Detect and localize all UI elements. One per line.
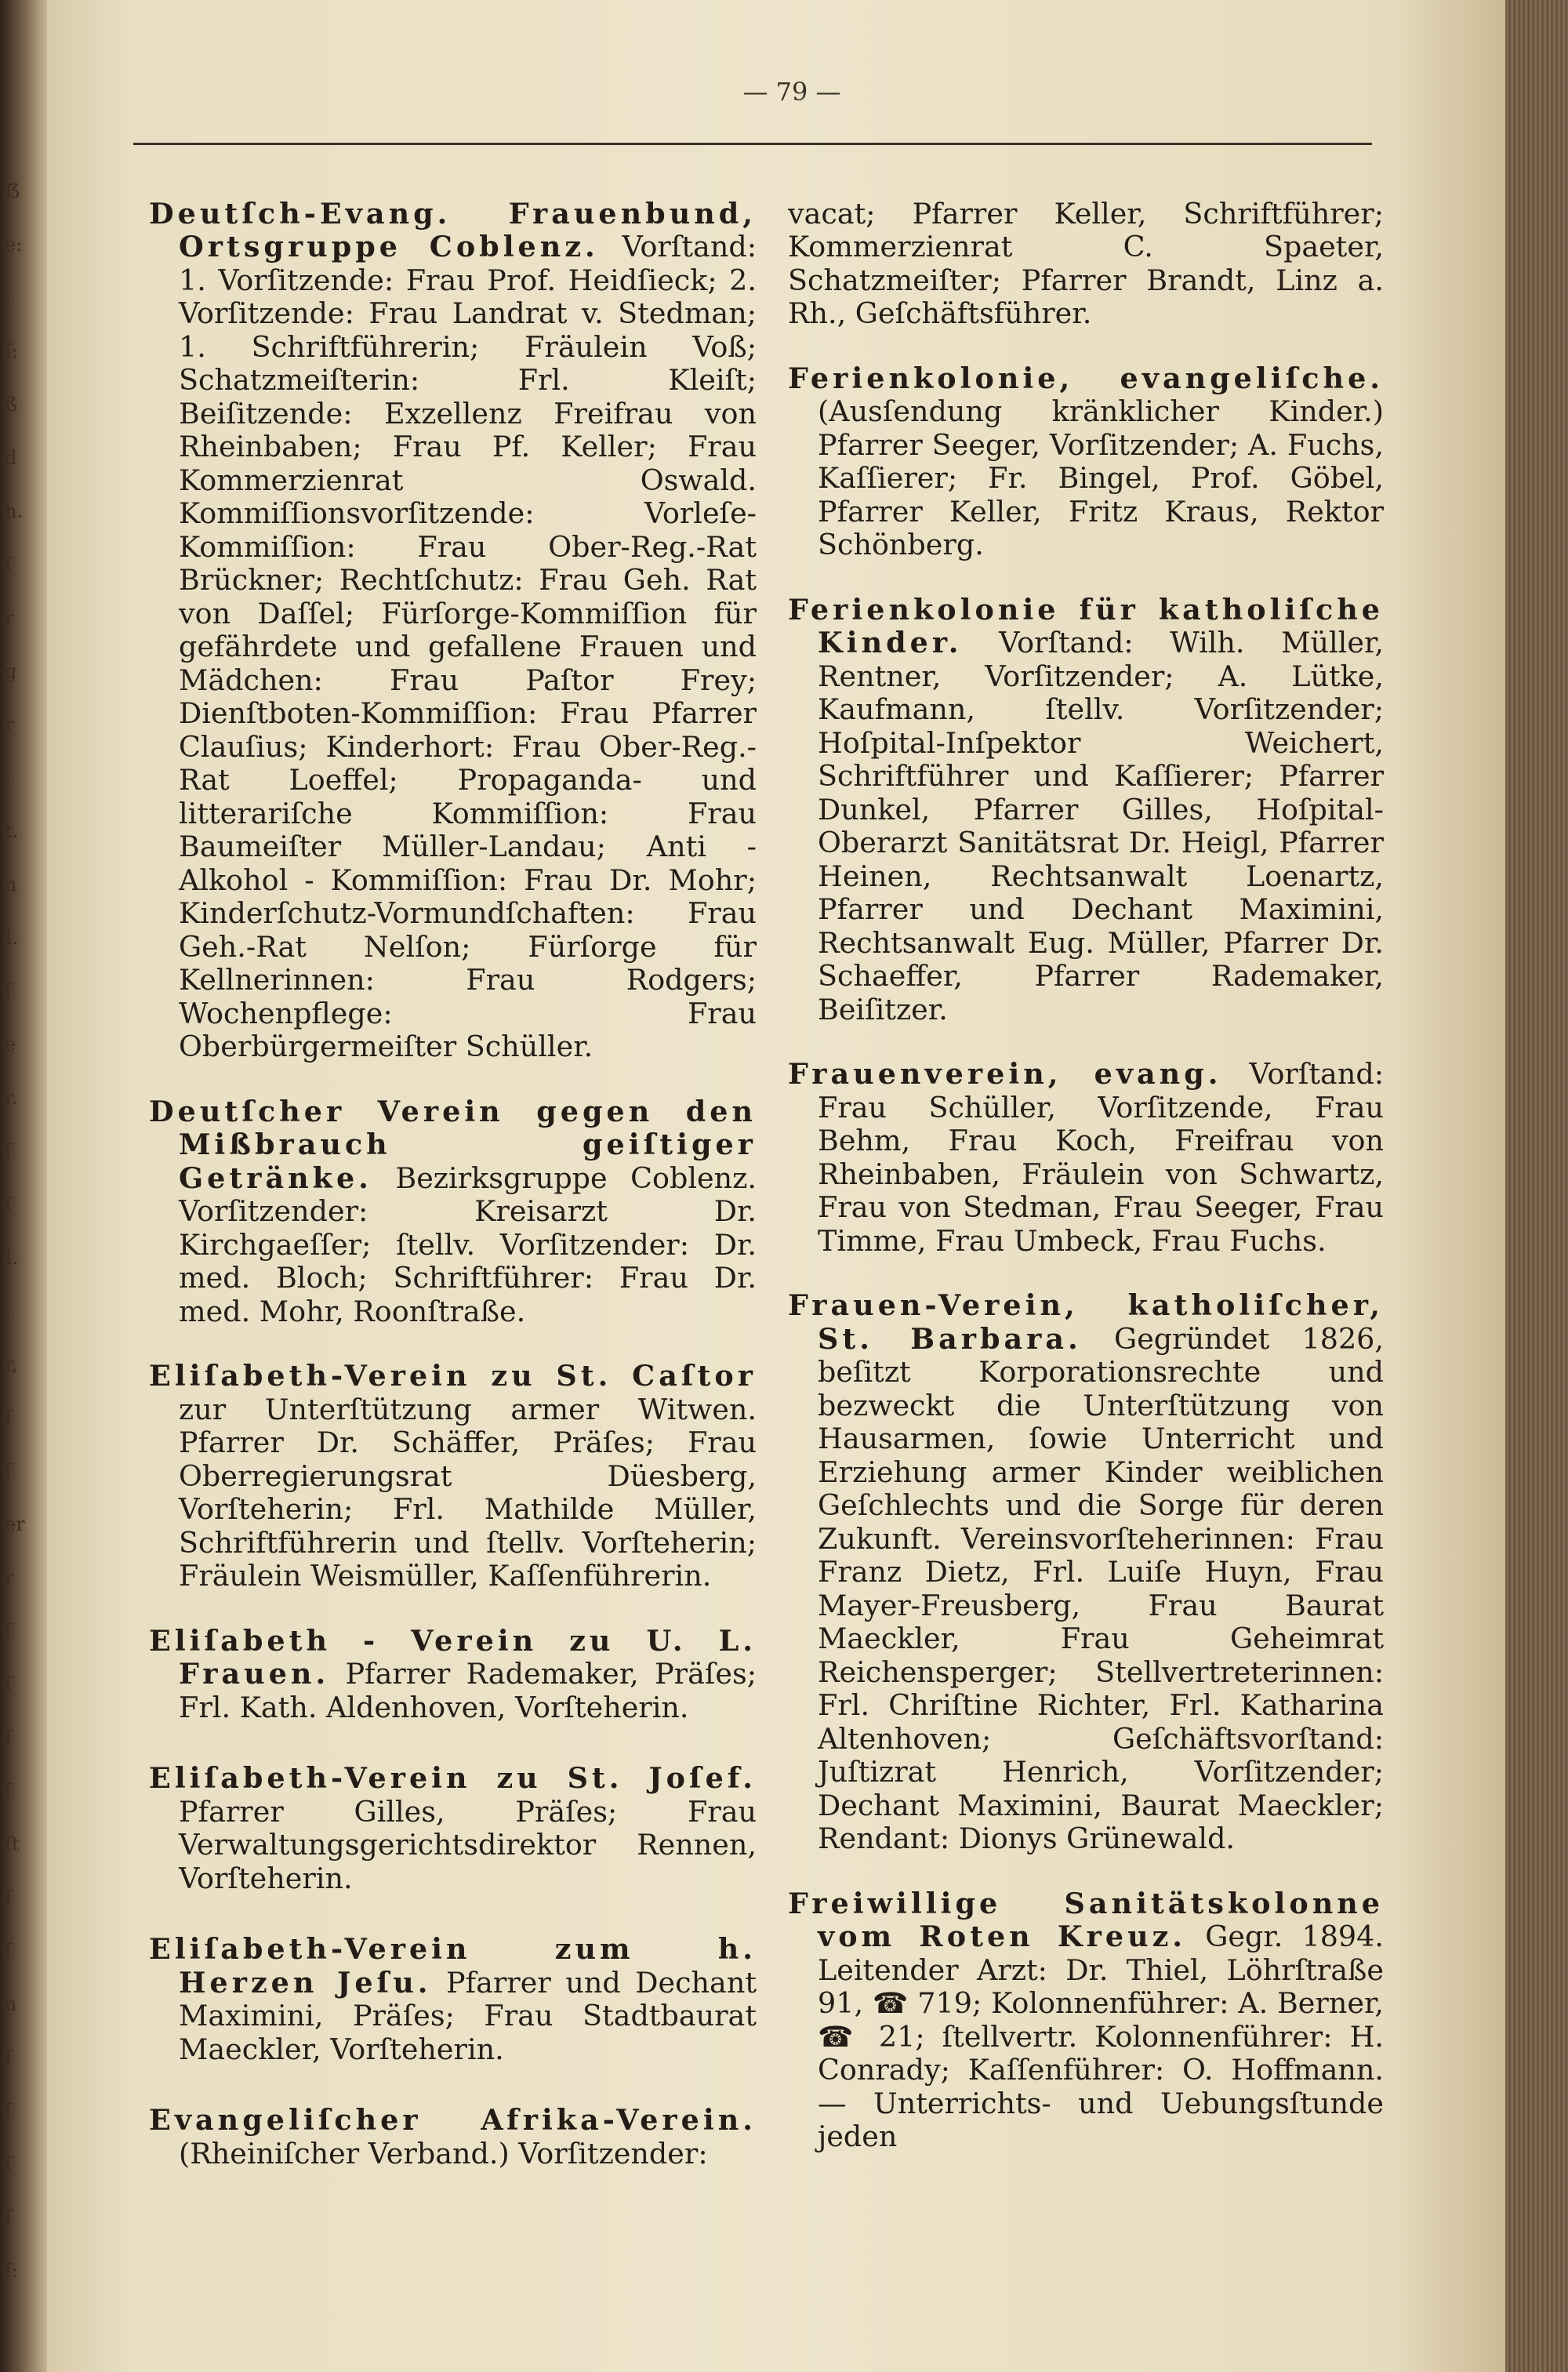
page-number: — 79 — <box>742 77 841 107</box>
entry-heading: Eliſabeth - Verein zu U. L. Frauen. <box>149 1623 757 1691</box>
directory-entry <box>149 2104 757 2170</box>
margin-fragment: e <box>5 1033 16 1055</box>
entry-heading: Frauen-Verein, katholiſcher, St. Barbara. <box>788 1288 1384 1356</box>
margin-fragment: n <box>5 874 17 895</box>
entry-body: vacat; Pfarrer Keller, Schriftführer; Kommerzienrat C. Spaeter, Schatzmeiſter; Pfarrer Brandt, Linz a. Rh., Geſchäftsführer. <box>788 196 1384 330</box>
entry-heading: Eliſabeth-Verein zu St. Caſtor <box>149 1359 757 1393</box>
margin-fragment: ß <box>5 394 18 416</box>
entry-heading: Frauenverein, evang. <box>788 1057 1222 1091</box>
directory-entry <box>788 1058 1384 1258</box>
margin-fragment: r, <box>5 1353 18 1375</box>
entry-body: Pfarrer Rademaker, Präſes; Frl. Kath. Aldenhoven, Vorſteherin. <box>179 1657 757 1724</box>
directory-entry-continued <box>788 198 1384 331</box>
book-page <box>47 0 1505 2372</box>
margin-fragment: n <box>5 1993 17 2015</box>
margin-fragment: h. <box>5 500 24 522</box>
margin-fragment: ſ <box>5 1727 12 1749</box>
margin-fragment: I. <box>5 1247 19 1269</box>
entry-heading: Deutſcher Verein gegen den Mißbrauch geiſtiger Getränke. <box>149 1094 757 1195</box>
directory-entry <box>788 362 1384 562</box>
margin-fragment: ſ <box>5 1673 12 1695</box>
entry-heading: Deutſch-Evang. Frauenbund, Ortsgruppe Coblenz. <box>149 196 757 263</box>
entry-heading: Eliſabeth-Verein zu St. Joſef. <box>149 1761 757 1795</box>
entry-body: (Rheiniſcher Verband.) Vorſitzender: <box>179 2136 708 2170</box>
margin-fragment: ſ <box>5 554 12 576</box>
margin-fragment: ſ <box>5 1940 12 1962</box>
entry-body: Bezirksgruppe Coblenz. Vorſitzender: Kreisarzt Dr. Kirchgaeſſer; ſtellv. Vorſitzender: Dr. med. Bloch; Schriftführer: Frau Dr. med. Mohr, Roonſtraße. <box>179 1161 757 1328</box>
entry-body: Vorſtand: 1. Vorſitzende: Frau Prof. Heidſieck; 2. Vorſitzende: Frau Landrat v. Stedman; 1. Schriftführerin; Fräulein Voß; Schatzmeiſterin: Frl. Kleiſt; Beiſitzende: Exzellenz Freifrau von Rheinbaben; Frau Pf. Keller; Frau Kommerzienrat Oswald. Kommiſſionsvorſitzende: Vorleſe-Kommiſſion: Frau Ober-Reg.-Rat Brückner; Rechtſchutz: Frau Geh. Rat von Daſſel; Fürſorge-Kommiſſion für gefährdete und gefallene Frauen und Mädchen: Frau Paſtor Frey; Dienſtboten-Kommiſſion: Frau Pfarrer Clauſius; Kinderhort: Frau Ober-Reg.-Rat Loeffel; Propaganda- und litterariſche Kommiſſion: Frau Baumeiſter Müller-Landau; Anti - Alkohol - Kommiſſion: Frau Dr. Mohr; Kinderſchutz-Vormundſchaften: Frau Geh.-Rat Nelſon; Fürſorge für Kellnerinnen: Frau Rodgers; Wochenpflege: Frau Oberbürgermeiſter Schüller. <box>179 230 757 1063</box>
margin-fragment: e: <box>5 234 23 256</box>
header-rule <box>133 143 1372 145</box>
entry-body: Vorſtand: Frau Schüller, Vorſitzende, Frau Behm, Frau Koch, Freifrau von Rheinbaben, Fräulein von Schwartz, Frau von Stedman, Frau Seeger, Frau Timme, Frau Umbeck, Frau Fuchs. <box>818 1057 1384 1258</box>
entry-heading: Evangeliſcher Afrika-Verein. <box>149 2103 757 2137</box>
margin-fragment: ſ <box>5 1887 12 1909</box>
margin-fragment: ſt <box>5 1833 20 1855</box>
margin-fragment: ẞ <box>5 180 20 202</box>
margin-fragment: d <box>5 447 17 469</box>
margin-fragment: ſ <box>5 1460 12 1482</box>
entry-heading: Ferienkolonie, evangeliſche. <box>788 361 1384 395</box>
entry-body: Gegründet 1826, beſitzt Korporationsrechte und bezweckt die Unterſtützung von Hausarmen, ſowie Unterricht und Erziehung armer Kinder weiblichen Geſchlechts und die Sorge für deren Zukunft. Vereinsvorſteherinnen: Frau Franz Dietz, Frl. Luiſe Huyn, Frau Mayer-Freusberg, Frau Baurat Maeckler, Frau Geheimrat Reichensperger; Stellvertreterinnen: Frl. Chriſtine Richter, Frl. Katharina Altenhoven; Geſchäftsvorſtand: Juſtizrat Henrich, Vorſitzender; Dechant Maximini, Baurat Maeckler; Rendant: Dionys Grünewald. <box>818 1321 1384 1855</box>
margin-fragment: r <box>5 714 14 736</box>
margin-fragment: ; <box>5 287 12 309</box>
margin-fragment: I. <box>5 927 19 949</box>
margin-fragment: ſ <box>5 1140 12 1162</box>
margin-fragment: ſ <box>5 2047 12 2069</box>
entry-body: (Ausſendung kränklicher Kinder.) Pfarrer Seeger, Vorſitzender; A. Fuchs, Kaſſierer; Fr. Bingel, Prof. Göbel, Pfarrer Keller, Fritz Kraus, Rektor Schönberg. <box>818 394 1384 561</box>
directory-entry <box>788 594 1384 1027</box>
margin-fragment: ſ <box>5 1620 12 1642</box>
directory-entry <box>788 1289 1384 1856</box>
entry-body: Pfarrer Gilles, Präſes; Frau Verwaltungsgerichtsdirektor Rennen, Vorſteherin. <box>179 1794 757 1895</box>
entry-heading: Eliſabeth-Verein zum h. Herzen Jeſu. <box>149 1932 757 2000</box>
book-edge <box>1505 0 1568 2372</box>
margin-fragment: ; <box>5 767 12 789</box>
margin-fragment: g <box>5 660 17 682</box>
margin-fragment: r <box>5 1567 14 1589</box>
directory-entry <box>149 1933 757 2066</box>
directory-entry <box>149 1625 757 1725</box>
margin-fragment: , <box>5 1300 11 1322</box>
margin-fragment: ſ <box>5 980 12 1002</box>
left-column <box>149 169 757 2208</box>
margin-fragment: ſ <box>5 2207 12 2229</box>
margin-fragment: ſ: <box>5 2260 18 2282</box>
margin-fragment: r. <box>5 1087 18 1109</box>
directory-entry <box>149 1360 757 1593</box>
margin-fragment: r <box>5 607 14 629</box>
margin-fragment: t. <box>5 820 19 842</box>
right-column <box>788 169 1384 2185</box>
entry-body: Gegr. 1894. Leitender Arzt: Dr. Thiel, Löhrſtraße 91, ☎ 719; Kolonnenführer: A. Berner, ☎ 21; ſtellvertr. Kolonnenführer: H. Conrady; Kaſſenführer: O. Hoffmann. — Unterrichts- und Uebungsſtunde jeden <box>818 1920 1384 2153</box>
directory-entry <box>149 1762 757 1895</box>
adjacent-page-sliver <box>0 0 47 2372</box>
margin-fragment: ſ <box>5 1193 12 1215</box>
margin-fragment: ſ <box>5 1407 12 1429</box>
margin-fragment: ſ <box>5 1780 12 1802</box>
directory-entry <box>149 198 757 1064</box>
margin-fragment: ſ <box>5 2100 12 2122</box>
entry-body: Pfarrer und Dechant Maximini, Präſes; Frau Stadtbaurat Maeckler, Vorſteherin. <box>179 1965 757 2066</box>
margin-fragment: ſ: <box>5 340 18 362</box>
directory-entry <box>149 1095 757 1329</box>
entry-heading: Ferienkolonie für katholiſche Kinder. <box>788 592 1384 659</box>
entry-body: Vorſtand: Wilh. Müller, Rentner, Vorſitzender; A. Lütke, Kaufmann, ſtellv. Vorſitzender; Hoſpital-Inſpektor Weichert, Schriftführer und Kaſſierer; Pfarrer Dunkel, Pfarrer Gilles, Hoſpital-Oberarzt Sanitätsrat Dr. Heigl, Pfarrer Heinen, Rechtsanwalt Loenartz, Pfarrer und Dechant Maximini, Rechtsanwalt Eug. Müller, Pfarrer Dr. Schaeffer, Pfarrer Rademaker, Beiſitzer. <box>818 626 1384 1026</box>
margin-fragment: er <box>5 1513 25 1535</box>
entry-body: zur Unterſtützung armer Witwen. Pfarrer Dr. Schäffer, Präſes; Frau Oberregierungsrat Düesberg, Vorſteherin; Frl. Mathilde Müller, Schriftführerin und ſtellv. Vorſteherin; Fräulein Weismüller, Kaſſenführerin. <box>179 1392 757 1593</box>
directory-entry <box>788 1887 1384 2154</box>
margin-fragment: ſ <box>5 2153 12 2175</box>
entry-heading: Freiwillige Sanitätskolonne vom Roten Kreuz. <box>788 1886 1384 1953</box>
